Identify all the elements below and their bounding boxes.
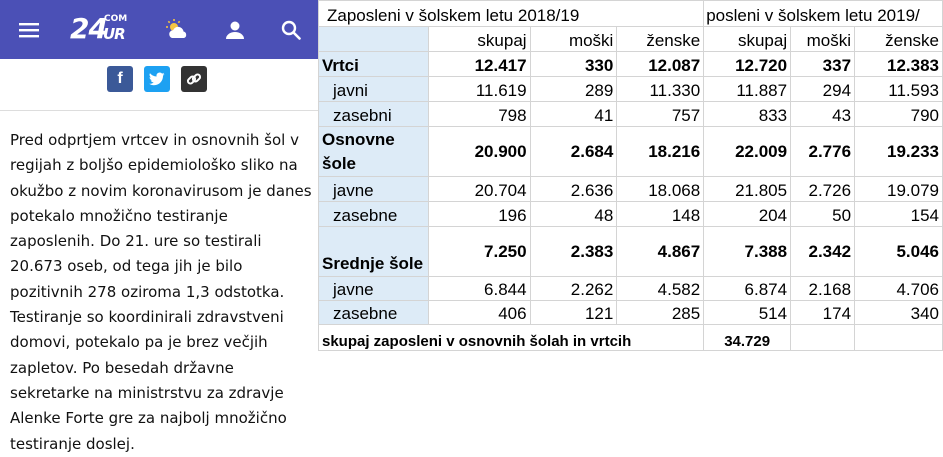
table-row [319, 77, 943, 102]
table-cell: 19.233 [855, 127, 943, 177]
table-cell: 154 [855, 202, 943, 227]
user-icon[interactable] [210, 0, 260, 59]
table-cell: 20.704 [428, 177, 530, 202]
weather-icon[interactable] [152, 0, 202, 59]
total-row [319, 325, 943, 351]
facebook-icon: f [117, 70, 123, 87]
table-cell: 22.009 [704, 127, 791, 177]
table-cell: 2.168 [791, 277, 855, 301]
table-cell: 48 [530, 202, 617, 227]
table-cell: 7.388 [704, 227, 791, 277]
table-cell: 833 [704, 102, 791, 127]
table-row [319, 277, 943, 301]
logo-small-text: COM [104, 14, 128, 24]
table-cell: 11.887 [704, 77, 791, 102]
table-cell: 4.582 [617, 277, 704, 301]
row-label: Osnovne šole [319, 127, 429, 177]
table-cell: 21.805 [704, 177, 791, 202]
article-panel [0, 0, 318, 452]
column-header: moški [530, 27, 617, 52]
table-cell: 340 [855, 301, 943, 325]
table-cell: 790 [855, 102, 943, 127]
table-cell: 2.776 [791, 127, 855, 177]
divider [0, 110, 318, 111]
twitter-share-button[interactable] [144, 66, 170, 92]
table-cell: 2.636 [530, 177, 617, 202]
spreadsheet [318, 0, 943, 452]
table-cell: 294 [791, 77, 855, 102]
site-logo[interactable] [70, 10, 130, 48]
table-cell: 514 [704, 301, 791, 325]
empty-cell [855, 325, 943, 351]
table-cell: 337 [791, 52, 855, 77]
row-label: zasebni [319, 102, 429, 127]
twitter-icon [149, 72, 165, 86]
table-cell: 18.068 [617, 177, 704, 202]
total-value: 34.729 [704, 325, 791, 351]
header-period-1: Zaposleni v šolskem letu 2018/19 [319, 1, 704, 27]
table-cell: 19.079 [855, 177, 943, 202]
total-label: skupaj zaposleni v osnovnih šolah in vrtcih [319, 325, 704, 351]
table-cell: 6.874 [704, 277, 791, 301]
table-cell: 757 [617, 102, 704, 127]
table-cell: 43 [791, 102, 855, 127]
empty-header-cell [319, 27, 429, 52]
row-label: javne [319, 277, 429, 301]
table-cell: 148 [617, 202, 704, 227]
table-cell: 11.593 [855, 77, 943, 102]
table-row [319, 102, 943, 127]
row-label: Vrtci [319, 52, 429, 77]
table-cell: 174 [791, 301, 855, 325]
logo-number: 24 [70, 12, 107, 45]
table-cell: 285 [617, 301, 704, 325]
table-cell: 196 [428, 202, 530, 227]
table-cell: 406 [428, 301, 530, 325]
row-label: zasebne [319, 202, 429, 227]
top-navigation-bar [0, 0, 318, 59]
column-header: ženske [617, 27, 704, 52]
table-cell: 4.867 [617, 227, 704, 277]
article-body: Pred odprtjem vrtcev in osnovnih šol v regijah z boljšo epidemiološko sliko na okužbo z novim koronavirusom je danes potekalo množično testiranje zaposlenih. Do 21. ure so testirali 20.673 oseb, od tega jih je bilo pozitivnih 278 oziroma 1,3 odstotka. Testiranje so koordinirali zdravstveni domovi, potekalo pa je brez večjih zapletov. Po besedah državne sekretarke na ministrstvu za zdravje Alenke Forte gre za najbolj množično testiranje doslej. [10, 131, 312, 453]
employees-table [318, 0, 943, 351]
search-icon[interactable] [266, 0, 316, 59]
table-cell: 2.726 [791, 177, 855, 202]
row-label: Srednje šole [319, 227, 429, 277]
column-header: skupaj [704, 27, 791, 52]
table-cell: 12.720 [704, 52, 791, 77]
empty-cell [791, 325, 855, 351]
table-cell: 20.900 [428, 127, 530, 177]
table-cell: 50 [791, 202, 855, 227]
table-cell: 204 [704, 202, 791, 227]
table-cell: 121 [530, 301, 617, 325]
logo-sub-text: UR [103, 25, 125, 43]
table-cell: 5.046 [855, 227, 943, 277]
table-row [319, 177, 943, 202]
header-period-2: posleni v šolskem letu 2019/ [704, 1, 943, 27]
column-header: ženske [855, 27, 943, 52]
table-row [319, 227, 943, 277]
row-label: javne [319, 177, 429, 202]
table-cell: 330 [530, 52, 617, 77]
table-cell: 12.087 [617, 52, 704, 77]
table-row [319, 202, 943, 227]
column-header: skupaj [428, 27, 530, 52]
row-label: zasebne [319, 301, 429, 325]
link-icon [186, 71, 202, 87]
table-cell: 11.330 [617, 77, 704, 102]
table-cell: 289 [530, 77, 617, 102]
column-header: moški [791, 27, 855, 52]
row-label: javni [319, 77, 429, 102]
copy-link-button[interactable] [181, 66, 207, 92]
facebook-share-button[interactable] [107, 66, 133, 92]
share-buttons [107, 66, 207, 92]
menu-icon[interactable] [4, 0, 54, 59]
table-cell: 11.619 [428, 77, 530, 102]
table-cell: 798 [428, 102, 530, 127]
table-cell: 41 [530, 102, 617, 127]
table-row [319, 52, 943, 77]
table-cell: 12.383 [855, 52, 943, 77]
table-cell: 2.342 [791, 227, 855, 277]
table-cell: 2.383 [530, 227, 617, 277]
table-row [319, 301, 943, 325]
table-row [319, 127, 943, 177]
table-cell: 6.844 [428, 277, 530, 301]
table-cell: 2.684 [530, 127, 617, 177]
table-cell: 4.706 [855, 277, 943, 301]
table-cell: 12.417 [428, 52, 530, 77]
table-cell: 7.250 [428, 227, 530, 277]
table-cell: 2.262 [530, 277, 617, 301]
table-cell: 18.216 [617, 127, 704, 177]
